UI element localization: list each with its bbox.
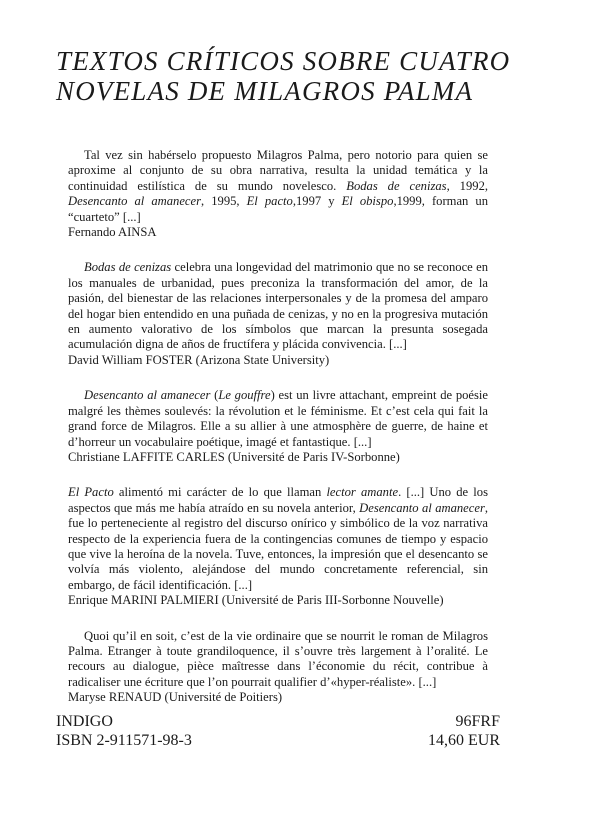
text-segment: alimentó mi carácter de lo que llaman bbox=[113, 485, 327, 500]
footer-row bbox=[56, 731, 500, 750]
text-segment: 1992, bbox=[449, 178, 489, 193]
italic-title-segment: Le gouffre bbox=[218, 388, 271, 403]
quote-text bbox=[68, 260, 488, 352]
text-segment: Tal vez sin habérselo propuesto Milagros Palma, pero notorio para quien se aproxime al conjunto de su obra narrativa, resulta la unidad temática y la continuidad estilística de su mundo novelesco. bbox=[68, 148, 488, 193]
quote-attribution: Fernando AINSA bbox=[68, 225, 157, 240]
footer-row bbox=[56, 712, 500, 731]
quote-attribution: Christiane LAFFITE CARLES (Université de Paris IV-Sorbonne) bbox=[68, 449, 400, 464]
italic-title-segment: El obispo bbox=[341, 194, 394, 209]
italic-title-segment: Bodas de cenizas bbox=[84, 260, 172, 275]
price-eur: 14,60 EUR bbox=[428, 732, 500, 749]
quote-block bbox=[68, 148, 488, 240]
text-segment: ( bbox=[210, 388, 219, 403]
text-segment: celebra una longevidad del matrimonio que no se reconoce en los manuales de urbanidad, pues preconiza la transformación del amor, de la pasión, del bienestar de las relaciones interpersonales y de la promesa del amparo del hogar bien entendido en una puñada de cenizas, y no en la progresiva mutación en aumento valorativo de los símbolos que marcan la presunta sosegada acumulación digna de años de fructífera y plácida convivencia. [...] bbox=[68, 260, 488, 352]
text-segment: , 1995, bbox=[201, 194, 247, 209]
quote-block bbox=[68, 260, 488, 368]
publisher-name: INDIGO bbox=[56, 713, 113, 730]
italic-title-segment: Bodas de cenizas, bbox=[346, 178, 450, 193]
italic-title-segment: Desencanto al amanecer bbox=[68, 194, 202, 209]
quote-block bbox=[68, 629, 488, 706]
italic-title-segment: Desencanto al amanecer bbox=[84, 388, 211, 403]
quote-attribution: David William FOSTER (Arizona State University) bbox=[68, 352, 330, 367]
text-segment: , fue lo perteneciente al registro del discurso onírico y simbólico de la voz narrativa respecto de la experiencia fuera de la contingencias comunes de tiempo y espacio que vive la heroína de la novela. Tuve, entonces, la impresión que el desencanto se volvía más violento, alejándose del mundo concretamente referencial, sin embargo, de fácil identificación. [...] bbox=[68, 500, 489, 592]
italic-title-segment: Desencanto al amanecer bbox=[359, 500, 485, 515]
italic-title-segment: lector amante bbox=[326, 485, 399, 500]
text-segment: . [...] Uno de los aspectos que más me había atraído en su novela anterior, bbox=[68, 485, 488, 515]
page-title bbox=[56, 46, 556, 106]
quote-attribution: Enrique MARINI PALMIERI (Université de Paris III-Sorbonne Nouvelle) bbox=[68, 593, 444, 608]
text-segment: ) est un livre attachant, empreint de poésie malgré les thèmes soulevés: la révolution et le féminisme. Et c’est cela qui fait la grand force de Milagros. Elle a su allier à une atmosphère de guerre, de haine et d’horreur un vocabulaire poétique, imagé et fantastique. [...] bbox=[68, 388, 489, 449]
text-segment: ,1997 y bbox=[292, 194, 342, 209]
critical-texts bbox=[68, 148, 488, 726]
quote-block bbox=[68, 485, 488, 608]
text-segment: Quoi qu’il en soit, c’est de la vie ordinaire que se nourrit le roman de Milagros Palma. Etranger à toute grandiloquence, il s’ouvre très largement à l’oralité. Le recours au dialogue, pièce maîtresse dans l’économie du récit, contribue à radicaliser une écriture que l’on pourrait qualifier d’«hyper-réaliste». [...] bbox=[68, 628, 488, 689]
isbn: ISBN 2-911571-98-3 bbox=[56, 732, 192, 749]
quote-text bbox=[68, 148, 488, 225]
title-line-2: NOVELAS DE MILAGROS PALMA bbox=[56, 76, 474, 106]
price-frf: 96FRF bbox=[455, 713, 500, 730]
quote-block bbox=[68, 388, 488, 465]
text-segment: ,1999, forman un “cuarteto” [...] bbox=[68, 194, 488, 224]
quote-attribution: Maryse RENAUD (Université de Poitiers) bbox=[68, 690, 283, 705]
title-line-1: TEXTOS CRÍTICOS SOBRE CUATRO bbox=[56, 46, 511, 76]
quote-text bbox=[68, 629, 488, 691]
quote-text bbox=[68, 388, 488, 450]
quote-text bbox=[68, 485, 488, 593]
italic-title-segment: El pacto bbox=[246, 194, 293, 209]
back-cover-footer bbox=[56, 712, 500, 750]
italic-title-segment: El Pacto bbox=[68, 485, 114, 500]
